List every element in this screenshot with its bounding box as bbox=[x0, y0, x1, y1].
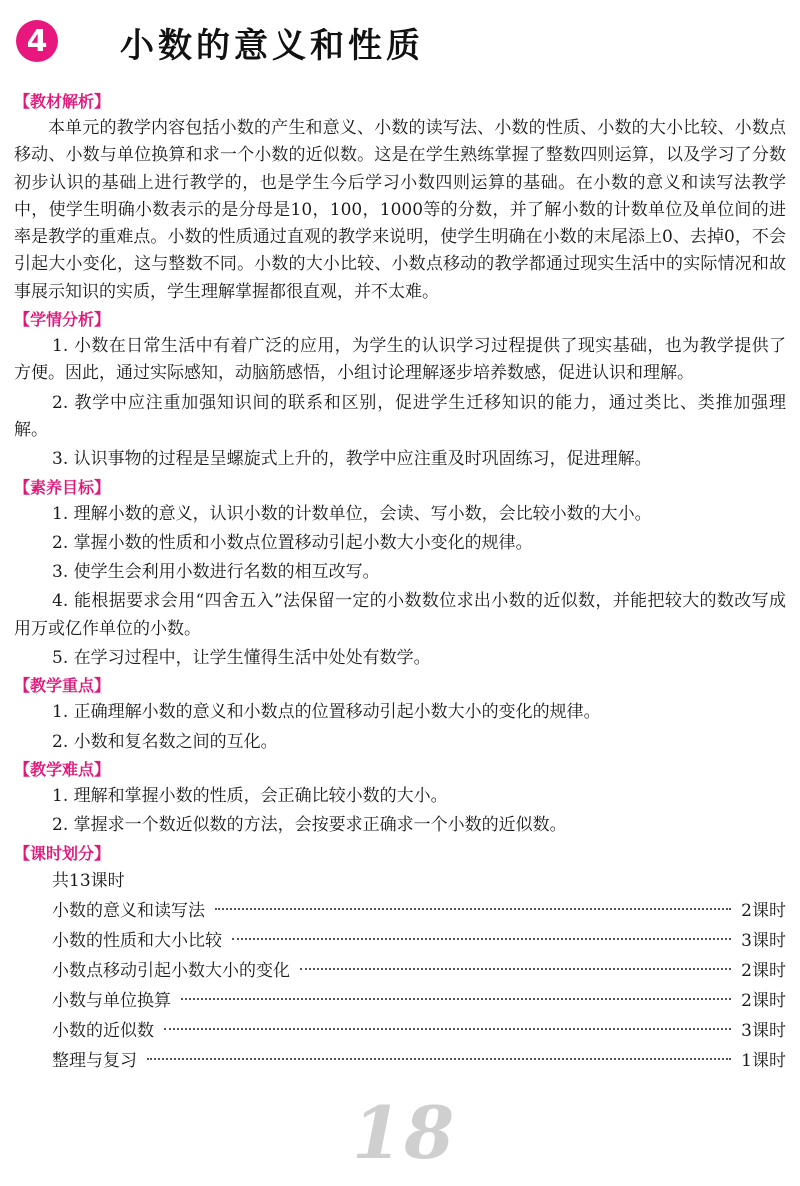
goal-item-4: 4. 能根据要求会用“四舍五入”法保留一定的小数数位求出小数的近似数，并能把较大的数改写成用万或亿作单位的小数。 bbox=[14, 591, 786, 639]
section-heading-student: 【学情分析】 bbox=[14, 310, 111, 330]
difficulty-item-2: 2. 掌握求一个数近似数的方法，会按要求正确求一个小数的近似数。 bbox=[52, 815, 567, 836]
schedule-row-hours: 2课时 bbox=[741, 990, 786, 1011]
schedule-total: 共13课时 bbox=[52, 870, 125, 891]
dotted-leader bbox=[164, 1028, 731, 1030]
schedule-row bbox=[14, 926, 786, 956]
dotted-leader bbox=[232, 938, 731, 940]
key-point-item-1: 1. 正确理解小数的意义和小数点的位置移动引起小数大小的变化的规律。 bbox=[52, 702, 601, 723]
schedule-row-name: 小数与单位换算 bbox=[52, 990, 171, 1011]
section-heading-schedule: 【课时划分】 bbox=[14, 843, 111, 863]
unit-number-badge: 4 bbox=[16, 20, 58, 62]
schedule-row bbox=[14, 986, 786, 1016]
schedule-row-hours: 3课时 bbox=[741, 1020, 786, 1041]
schedule-row bbox=[14, 1046, 786, 1076]
dotted-leader bbox=[181, 998, 731, 1000]
schedule-row bbox=[14, 896, 786, 926]
difficulty-item-1: 1. 理解和掌握小数的性质，会正确比较小数的大小。 bbox=[52, 785, 448, 806]
schedule-row-name: 小数的近似数 bbox=[52, 1020, 154, 1041]
section-heading-key-points: 【教学重点】 bbox=[14, 676, 111, 696]
student-item-2: 2. 教学中应注重加强知识间的联系和区别，促进学生迁移知识的能力，通过类比、类推加强理解。 bbox=[14, 392, 786, 440]
schedule-row-hours: 1课时 bbox=[741, 1050, 786, 1071]
unit-title: 小数的意义和性质 bbox=[120, 26, 424, 66]
schedule-row bbox=[14, 1016, 786, 1046]
schedule-row-hours: 2课时 bbox=[741, 960, 786, 981]
key-point-item-2: 2. 小数和复名数之间的互化。 bbox=[52, 731, 278, 752]
schedule-row-name: 小数的性质和大小比较 bbox=[52, 930, 222, 951]
section-heading-analysis: 【教材解析】 bbox=[14, 92, 111, 111]
goal-item-2: 2. 掌握小数的性质和小数点位置移动引起小数大小变化的规律。 bbox=[52, 532, 533, 553]
page-number: 18 bbox=[352, 1090, 457, 1175]
schedule-row-name: 小数点移动引起小数大小的变化 bbox=[52, 960, 290, 981]
analysis-paragraph: 本单元的教学内容包括小数的产生和意义、小数的读写法、小数的性质、小数的大小比较、小数点移动、小数与单位换算和求一个小数的近似数。这是在学生熟练掌握了整数四则运算，以及学习了分数初步认识的基础上进行教学的，也是学生今后学习小数四则运算的基础。在小数的意义和读写法教学中，使学生明确小数表示的是分母是10，100，1000等的分数，并了解小数的计数单位及单位间的进率是教学的重难点。小数的性质通过直观的教学来说明，使学生明确在小数的末尾添上0、去掉0，不会引起大小变化，这与整数不同。小数的大小比较、小数点移动的教学都通过现实生活中的实际情况和故事展示知识的实质，学生理解掌握都很直观，并不太难。 bbox=[14, 118, 786, 302]
goal-item-1: 1. 理解小数的意义，认识小数的计数单位，会读、写小数，会比较小数的大小。 bbox=[52, 503, 652, 524]
schedule-row bbox=[14, 956, 786, 986]
section-heading-difficulties: 【教学难点】 bbox=[14, 759, 111, 779]
dotted-leader bbox=[300, 968, 731, 970]
goal-item-5: 5. 在学习过程中，让学生懂得生活中处处有数学。 bbox=[52, 648, 431, 669]
schedule-row-hours: 3课时 bbox=[741, 930, 786, 951]
goal-item-3: 3. 使学生会利用小数进行名数的相互改写。 bbox=[52, 562, 380, 583]
schedule-row-name: 整理与复习 bbox=[52, 1050, 137, 1071]
schedule-row-hours: 2课时 bbox=[741, 900, 786, 921]
page-content bbox=[14, 88, 786, 1076]
dotted-leader bbox=[147, 1058, 731, 1060]
section-heading-goals: 【素养目标】 bbox=[14, 477, 111, 497]
schedule-row-name: 小数的意义和读写法 bbox=[52, 900, 205, 921]
unit-header bbox=[14, 16, 794, 68]
student-item-1: 1. 小数在日常生活中有着广泛的应用，为学生的认识学习过程提供了现实基础，也为教学提供了方便。因此，通过实际感知，动脑筋感悟，小组讨论理解逐步培养数感，促进认识和理解。 bbox=[14, 336, 786, 384]
dotted-leader bbox=[215, 908, 731, 910]
student-item-3: 3. 认识事物的过程是呈螺旋式上升的，教学中应注重及时巩固练习，促进理解。 bbox=[52, 449, 652, 470]
